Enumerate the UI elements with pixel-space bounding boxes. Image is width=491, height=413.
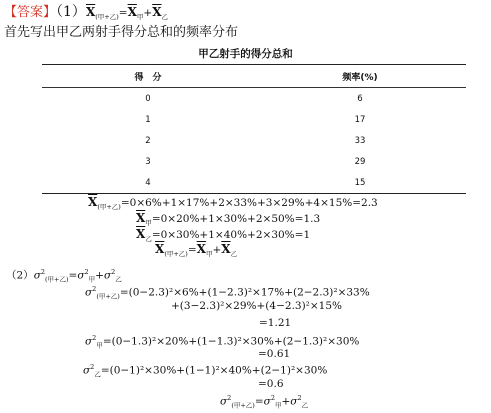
cell-score: 3 xyxy=(145,156,151,167)
cell-score: 0 xyxy=(145,93,151,104)
cell-frequency: 29 xyxy=(354,156,366,167)
equation-mean-conclusion: $\overline{X}_{(甲+乙)}=\overline{X}_甲+\overline{X}_乙$ xyxy=(155,242,238,259)
variance-b-rhs: =(0−1)²×30%+(1−1)²×40%+(2−1)²×30% xyxy=(100,364,328,377)
cell-score: 1 xyxy=(145,114,151,125)
variance-a-rhs: =(0−1.3)²×20%+(1−1.3)²×30%+(2−1.3)²×30% xyxy=(102,335,360,348)
cell-frequency: 17 xyxy=(354,114,366,125)
cell-frequency: 15 xyxy=(254,172,466,194)
cell-score: 4 xyxy=(42,172,254,194)
part2-heading: $(2)\sigma^2_{(甲+乙)}=\sigma^2_甲+\sigma^2_乙$ xyxy=(6,268,122,284)
cell-frequency: 33 xyxy=(354,135,366,146)
part1-label: （1） xyxy=(56,4,86,20)
variance-sum-result: =1.21 xyxy=(259,317,292,329)
variance-a-line: $\sigma^2_甲=(0-1.3)^2\times 20\%+(1-1.3)^2\times 30\%+(2-1.3)^2\times 30\%$ xyxy=(85,334,360,350)
variance-sum-rhs: =(0−2.3)²×6%+(1−2.3)²×17%+(2−2.3)²×33% xyxy=(119,286,370,299)
intro-text: 首先写出甲乙两射手得分总和的频率分布 xyxy=(4,25,239,40)
table-row xyxy=(42,109,466,130)
table-row xyxy=(42,88,466,110)
equation-mean-b-rhs: =0×30%+1×40%+2×30%=1 xyxy=(151,229,311,241)
frequency-table xyxy=(42,64,466,194)
equation-mean-a: $\overline{X}_甲=0\times 20\%+1\times 30\%+2\times 50\%=1.3$ xyxy=(136,211,321,228)
answer-heading xyxy=(4,3,168,24)
equation-mean-sum-rhs: =0×6%+1×17%+2×33%+3×29%+4×15%=2.3 xyxy=(120,197,378,209)
header-score: 得 分 xyxy=(42,65,254,88)
equation-mean-sum: $\overline{X}_{(甲+乙)}=0\times 6\%+1\times 17\%+2\times 33\%+3\times 29\%+4\times 15\%=2.3$ xyxy=(88,195,378,212)
variance-b-line: $\sigma^2_乙=(0-1)^2\times 30\%+(1-1)^2\times 40\%+(2-1)^2\times 30\%$ xyxy=(83,363,328,379)
header-frequency: 频率(%) xyxy=(254,65,466,88)
table-row xyxy=(42,151,466,172)
equation-mean-b: $\overline{X}_乙=0\times 30\%+1\times 40\%+2\times 30\%=1$ xyxy=(136,227,311,244)
cell-score: 2 xyxy=(145,135,151,146)
variance-b-result: =0.6 xyxy=(258,378,284,390)
part1-formula: $\overline{X}_{(甲+乙)}=\overline{X}_甲+\overline{X}_乙$ xyxy=(85,5,169,22)
table-row xyxy=(42,130,466,151)
table-row xyxy=(42,172,466,194)
equation-mean-a-rhs: =0×20%+1×30%+2×50%=1.3 xyxy=(151,213,321,225)
variance-conclusion: $\sigma^2_{(甲+乙)}=\sigma^2_甲+\sigma^2_乙$ xyxy=(220,394,309,410)
table-title: 甲乙射手的得分总和 xyxy=(198,48,293,60)
variance-sum-line2: +(3−2.3)²×29%+(4−2.3)²×15% xyxy=(171,300,343,312)
answer-tag: 【答案】 xyxy=(4,5,57,20)
part2-label: （2） xyxy=(6,269,34,282)
variance-sum-line1: $\sigma^2_{(甲+乙)}=(0-2.3)^2\times 6\%+(1-2.3)^2\times 17\%+(2-2.3)^2\times 33\%$ xyxy=(85,285,370,301)
cell-frequency: 6 xyxy=(357,93,363,104)
table-header-row xyxy=(42,65,466,88)
variance-a-result: =0.61 xyxy=(258,348,291,360)
